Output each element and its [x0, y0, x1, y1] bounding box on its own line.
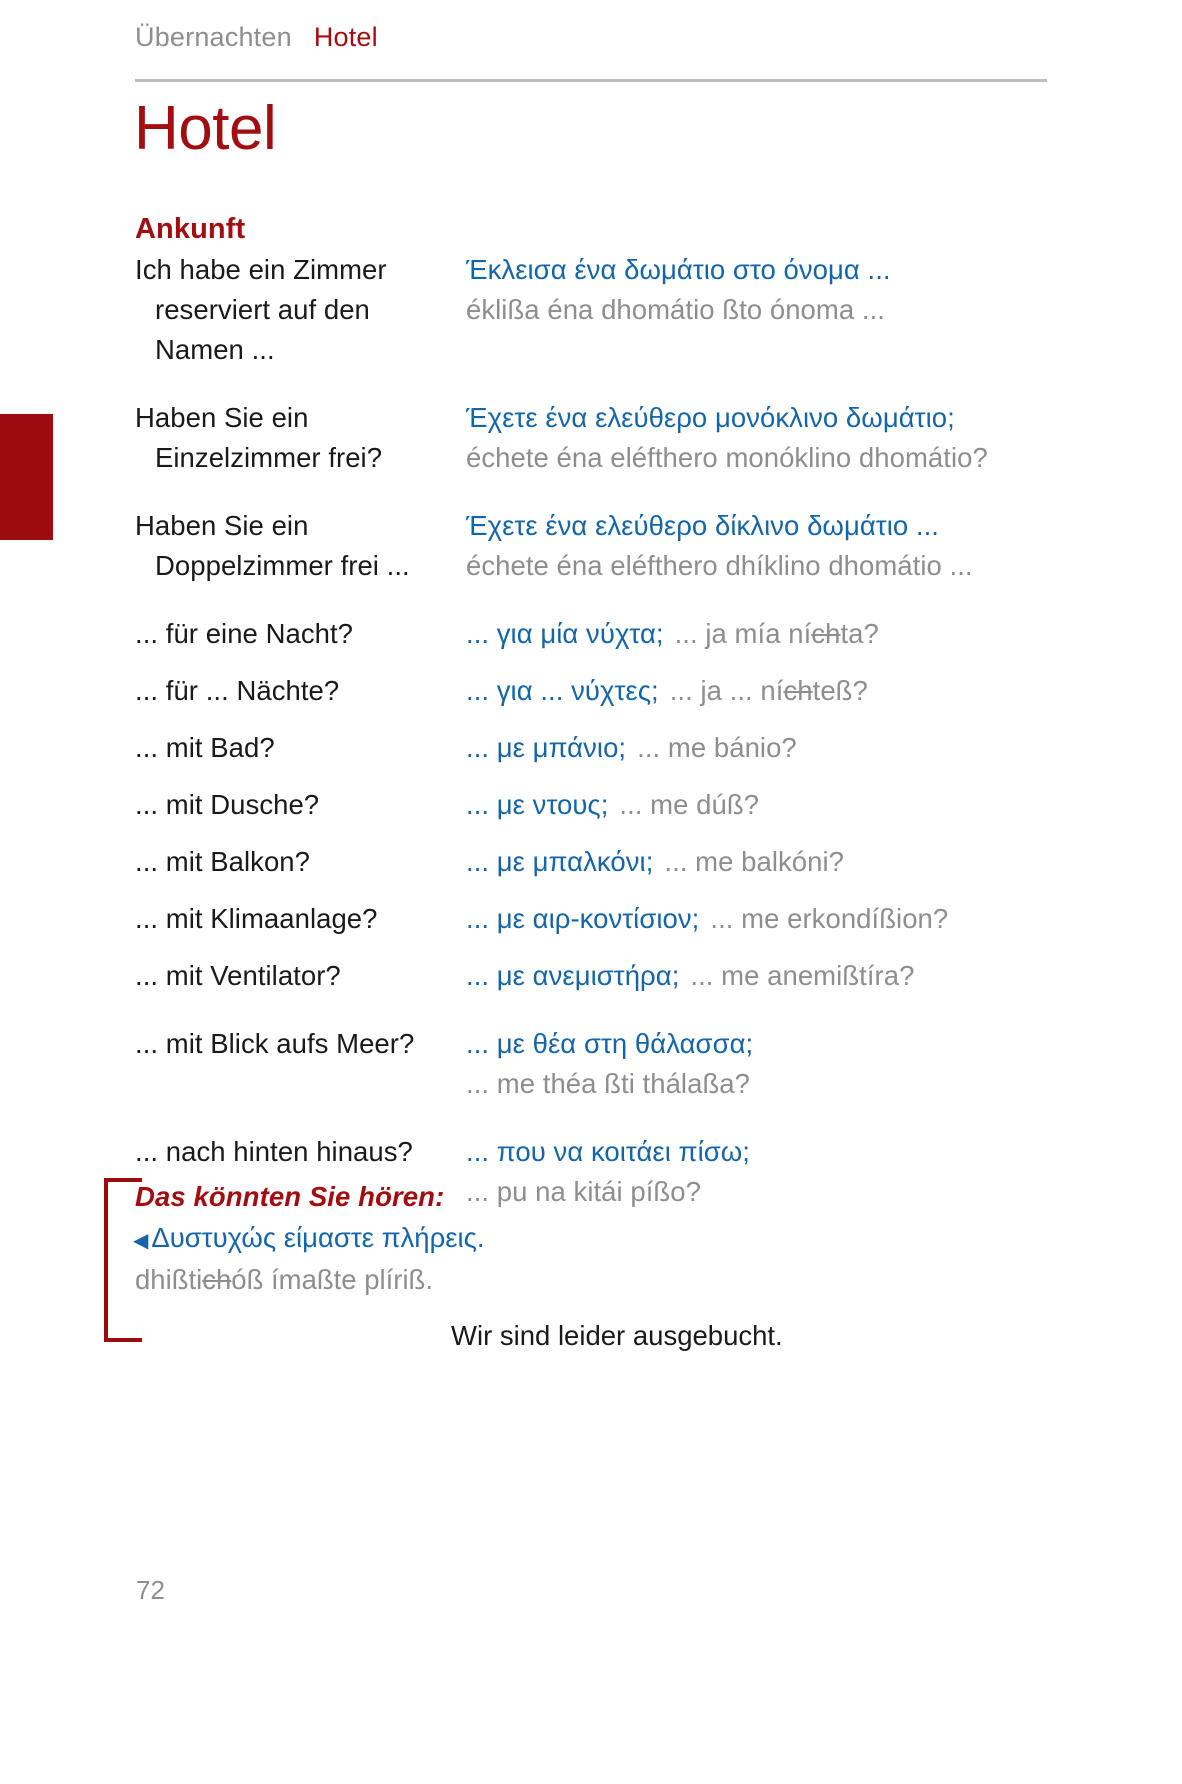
phrase-german: ... für ... Nächte?	[135, 675, 340, 706]
phrase-row	[135, 671, 1065, 711]
phrase-german: ... mit Ventilator?	[135, 960, 341, 991]
callout-title: Das könnten Sie hören:	[135, 1181, 445, 1212]
phrase-greek: ... με μπαλκόνι;	[466, 846, 654, 877]
phrase-greek: Έχετε ένα ελεύθερο μονόκλινο δωμάτιο;	[466, 402, 955, 433]
phrase-german: ... mit Dusche?	[135, 789, 320, 820]
phrase-greek-block	[466, 671, 1065, 711]
phrase-greek: ... με μπάνιο;	[466, 732, 627, 763]
phrase-row	[135, 728, 1065, 768]
phrase-greek: ... με ντους;	[466, 789, 609, 820]
phrase-greek: ... για μία νύχτα;	[466, 618, 664, 649]
phrase-greek: ... για ... νύχτες;	[466, 675, 659, 706]
phrase-transliteration: ... pu na kitái píßo?	[466, 1176, 701, 1207]
phrase-row	[135, 614, 1065, 654]
phrase-greek-block	[466, 506, 1065, 586]
phrase-row	[135, 899, 1065, 939]
phrase-row	[135, 250, 1065, 370]
phrase-german: Haben Sie ein Einzelzimmer frei?	[135, 402, 383, 473]
phrase-transliteration: échete éna eléfthero monóklino dhomátio?	[466, 442, 988, 473]
chapter-edge-tab	[0, 414, 53, 540]
phrase-row	[135, 506, 1065, 586]
phrase-greek-block	[466, 899, 1065, 939]
phrase-greek: ... με θέα στη θάλασσα;	[466, 1028, 754, 1059]
phrase-greek-block	[466, 614, 1065, 654]
phrase-greek-block	[466, 1024, 1065, 1104]
phrase-german: ... mit Klimaanlage?	[135, 903, 378, 934]
hear-this-callout	[104, 1178, 1024, 1355]
phrase-greek: ... που να κοιτάει πίσω;	[466, 1136, 750, 1167]
phrase-greek-block	[466, 398, 1065, 478]
phrase-german: Ich habe ein Zimmer reserviert auf den Namen ...	[135, 254, 387, 365]
phrase-transliteration: ... me dúß?	[619, 789, 760, 820]
phrase-transliteration: ... me anemißtíra?	[690, 960, 915, 991]
phrase-transliteration: échete éna eléfthero dhíklino dhomátio ...	[466, 550, 973, 581]
callout-greek: Δυστυχώς είμαστε πλήρεις.	[151, 1222, 485, 1253]
phrase-row	[135, 398, 1065, 478]
phrase-greek-block	[466, 785, 1065, 825]
phrase-german: ... nach hinten hinaus?	[135, 1136, 413, 1167]
phrase-row	[135, 842, 1065, 882]
phrase-list	[135, 250, 1065, 1212]
running-head	[135, 22, 1035, 53]
play-arrow-icon: ◀	[133, 1230, 149, 1252]
phrase-greek: Έχετε ένα ελεύθερο δίκλινο δωμάτιο ...	[466, 510, 939, 541]
running-head-section: Übernachten	[135, 22, 292, 52]
phrase-greek: ... με αιρ-κοντίσιον;	[466, 903, 700, 934]
phrase-greek-block	[466, 842, 1065, 882]
phrase-row	[135, 956, 1065, 996]
callout-bracket	[104, 1178, 142, 1342]
phrase-greek: ... με ανεμιστήρα;	[466, 960, 680, 991]
phrase-transliteration: ... me balkóni?	[664, 846, 845, 877]
phrase-german: ... mit Blick aufs Meer?	[135, 1028, 415, 1059]
header-divider	[135, 79, 1047, 82]
phrase-transliteration: ... me erkondíßion?	[710, 903, 949, 934]
page-number: 72	[136, 1575, 165, 1605]
phrase-transliteration: ... me bánio?	[637, 732, 797, 763]
phrase-greek-block	[466, 728, 1065, 768]
callout-transliteration: dhißtichóß ímaßte plíriß.	[135, 1264, 433, 1295]
phrase-greek-block	[466, 956, 1065, 996]
phrase-transliteration: ... ja mía níchta?	[674, 618, 879, 649]
phrase-row	[135, 785, 1065, 825]
running-head-current: Hotel	[313, 22, 378, 52]
phrase-german: ... mit Balkon?	[135, 846, 310, 877]
phrase-transliteration: éklißa éna dhomátio ßto ónoma ...	[466, 294, 885, 325]
section-heading-ankunft: Ankunft	[135, 213, 246, 245]
phrase-german: ... für eine Nacht?	[135, 618, 354, 649]
callout-german: Wir sind leider ausgebucht.	[451, 1320, 783, 1351]
phrase-transliteration: ... ja ... níchteß?	[669, 675, 868, 706]
phrase-greek: Έκλεισα ένα δωμάτιο στο όνομα ...	[466, 254, 891, 285]
phrase-transliteration: ... me théa ßti thálaßa?	[466, 1068, 750, 1099]
phrase-german: ... mit Bad?	[135, 732, 275, 763]
phrase-row	[135, 1024, 1065, 1104]
phrase-german: Haben Sie ein Doppelzimmer frei ...	[135, 510, 410, 581]
page-title: Hotel	[134, 94, 277, 163]
phrase-greek-block	[466, 250, 1065, 330]
